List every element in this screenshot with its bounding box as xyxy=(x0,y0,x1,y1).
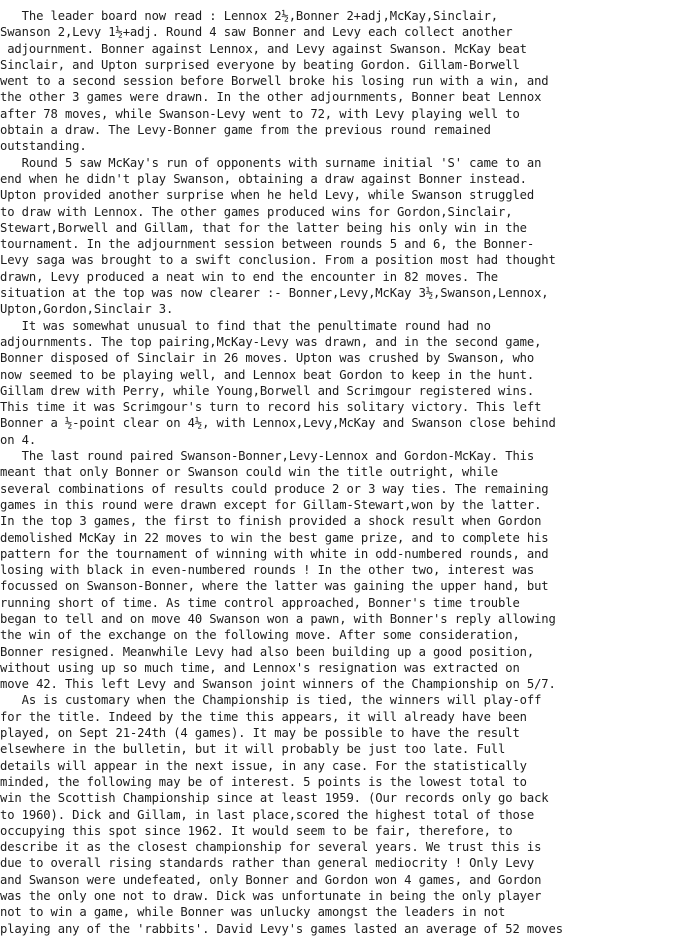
text-line: demolished McKay in 22 moves to win the best game prize, and to complete his xyxy=(0,530,549,545)
text-line: As is customary when the Championship is tied, the winners will play-off xyxy=(0,693,542,708)
text-line: Round 5 saw McKay's run of opponents with surname initial 'S' came to an xyxy=(0,155,542,170)
text-line: obtain a draw. The Levy-Bonner game from the previous round remained xyxy=(0,123,491,138)
text-line: on 4. xyxy=(0,432,37,447)
text-line: focussed on Swanson-Bonner, where the latter was gaining the upper hand, but xyxy=(0,579,549,594)
text-line: for the title. Indeed by the time this appears, it will already have been xyxy=(0,709,527,724)
text-line: was the only one not to draw. Dick was unfortunate in being the only player xyxy=(0,889,542,904)
text-line: move 42. This left Levy and Swanson joint winners of the Championship on 5/7. xyxy=(0,677,556,692)
text-line: The last round paired Swanson-Bonner,Levy-Lennox and Gordon-McKay. This xyxy=(0,449,535,464)
text-line: describe it as the closest championship for several years. We trust this is xyxy=(0,840,542,855)
text-line: games in this round were drawn except for Gillam-Stewart,won by the latter. xyxy=(0,497,542,512)
text-line: running short of time. As time control approached, Bonner's time trouble xyxy=(0,595,520,610)
text-line: Levy saga was brought to a swift conclusion. From a position most had thought xyxy=(0,253,556,268)
text-line: tournament. In the adjournment session between rounds 5 and 6, the Bonner- xyxy=(0,237,535,252)
text-line: In the top 3 games, the first to finish provided a shock result when Gordon xyxy=(0,514,542,529)
text-line: playing any of the 'rabbits'. David Levy's games lasted an average of 52 moves xyxy=(0,921,563,936)
text-line: without using up so much time, and Lennox's resignation was extracted on xyxy=(0,660,520,675)
text-line: not to win a game, while Bonner was unlucky amongst the leaders in not xyxy=(0,905,506,920)
text-line: to draw with Lennox. The other games produced wins for Gordon,Sinclair, xyxy=(0,204,513,219)
text-line: adjournments. The top pairing,McKay-Levy was drawn, and in the second game, xyxy=(0,334,542,349)
text-line: began to tell and on move 40 Swanson won a pawn, with Bonner's reply allowing xyxy=(0,611,556,626)
text-line: Bonner disposed of Sinclair in 26 moves. Upton was crushed by Swanson, who xyxy=(0,351,535,366)
text-line: Bonner a ½-point clear on 4½, with Lennox,Levy,McKay and Swanson close behind xyxy=(0,416,556,431)
text-line: end when he didn't play Swanson, obtaining a draw against Bonner instead. xyxy=(0,171,527,186)
text-line: win the Scottish Championship since at least 1959. (Our records only go back xyxy=(0,791,549,806)
text-line: outstanding. xyxy=(0,139,87,154)
text-line: after 78 moves, while Swanson-Levy went to 72, with Levy playing well to xyxy=(0,106,520,121)
text-line: due to overall rising standards rather than general mediocrity ! Only Levy xyxy=(0,856,535,871)
text-line: Swanson 2,Levy 1½+adj. Round 4 saw Bonner and Levy each collect another xyxy=(0,25,513,40)
text-line: This time it was Scrimgour's turn to record his solitary victory. This left xyxy=(0,400,542,415)
text-line: to 1960). Dick and Gillam, in last place,scored the highest total of those xyxy=(0,807,535,822)
text-line: minded, the following may be of interest. 5 points is the lowest total to xyxy=(0,774,527,789)
text-line: Sinclair, and Upton surprised everyone by beating Gordon. Gillam-Borwell xyxy=(0,57,520,72)
typewritten-page xyxy=(0,8,700,942)
text-line: losing with black in even-numbered rounds ! In the other two, interest was xyxy=(0,563,535,578)
text-line: played, on Sept 21-24th (4 games). It may be possible to have the result xyxy=(0,726,520,741)
text-line: now seemed to be playing well, and Lennox beat Gordon to keep in the hunt. xyxy=(0,367,535,382)
text-line: Stewart,Borwell and Gillam, that for the latter being his only win in the xyxy=(0,220,527,235)
text-line: details will appear in the next issue, in any case. For the statistically xyxy=(0,758,527,773)
text-line: elsewhere in the bulletin, but it will probably be just too late. Full xyxy=(0,742,506,757)
text-line: pattern for the tournament of winning with white in odd-numbered rounds, and xyxy=(0,546,549,561)
text-line: several combinations of results could produce 2 or 3 way ties. The remaining xyxy=(0,481,549,496)
text-line: went to a second session before Borwell broke his losing run with a win, and xyxy=(0,74,549,89)
text-line: Upton,Gordon,Sinclair 3. xyxy=(0,302,174,317)
text-line: occupying this spot since 1962. It would seem to be fair, therefore, to xyxy=(0,823,513,838)
text-line: It was somewhat unusual to find that the penultimate round had no xyxy=(0,318,491,333)
text-line: drawn, Levy produced a neat win to end the encounter in 82 moves. The xyxy=(0,269,499,284)
text-line: meant that only Bonner or Swanson could win the title outright, while xyxy=(0,465,499,480)
text-line: The leader board now read : Lennox 2½,Bonner 2+adj,McKay,Sinclair, xyxy=(0,9,499,23)
text-line: Upton provided another surprise when he held Levy, while Swanson struggled xyxy=(0,188,535,203)
text-line: the other 3 games were drawn. In the other adjournments, Bonner beat Lennox xyxy=(0,90,542,105)
text-line: and Swanson were undefeated, only Bonner and Gordon won 4 games, and Gordon xyxy=(0,872,542,887)
text-line: Bonner resigned. Meanwhile Levy had also been building up a good position, xyxy=(0,644,535,659)
text-line: Gillam drew with Perry, while Young,Borwell and Scrimgour registered wins. xyxy=(0,383,535,398)
text-line: adjournment. Bonner against Lennox, and Levy against Swanson. McKay beat xyxy=(0,41,527,56)
text-line: the win of the exchange on the following move. After some consideration, xyxy=(0,628,520,643)
text-line: situation at the top was now clearer :- Bonner,Levy,McKay 3½,Swanson,Lennox, xyxy=(0,286,549,301)
